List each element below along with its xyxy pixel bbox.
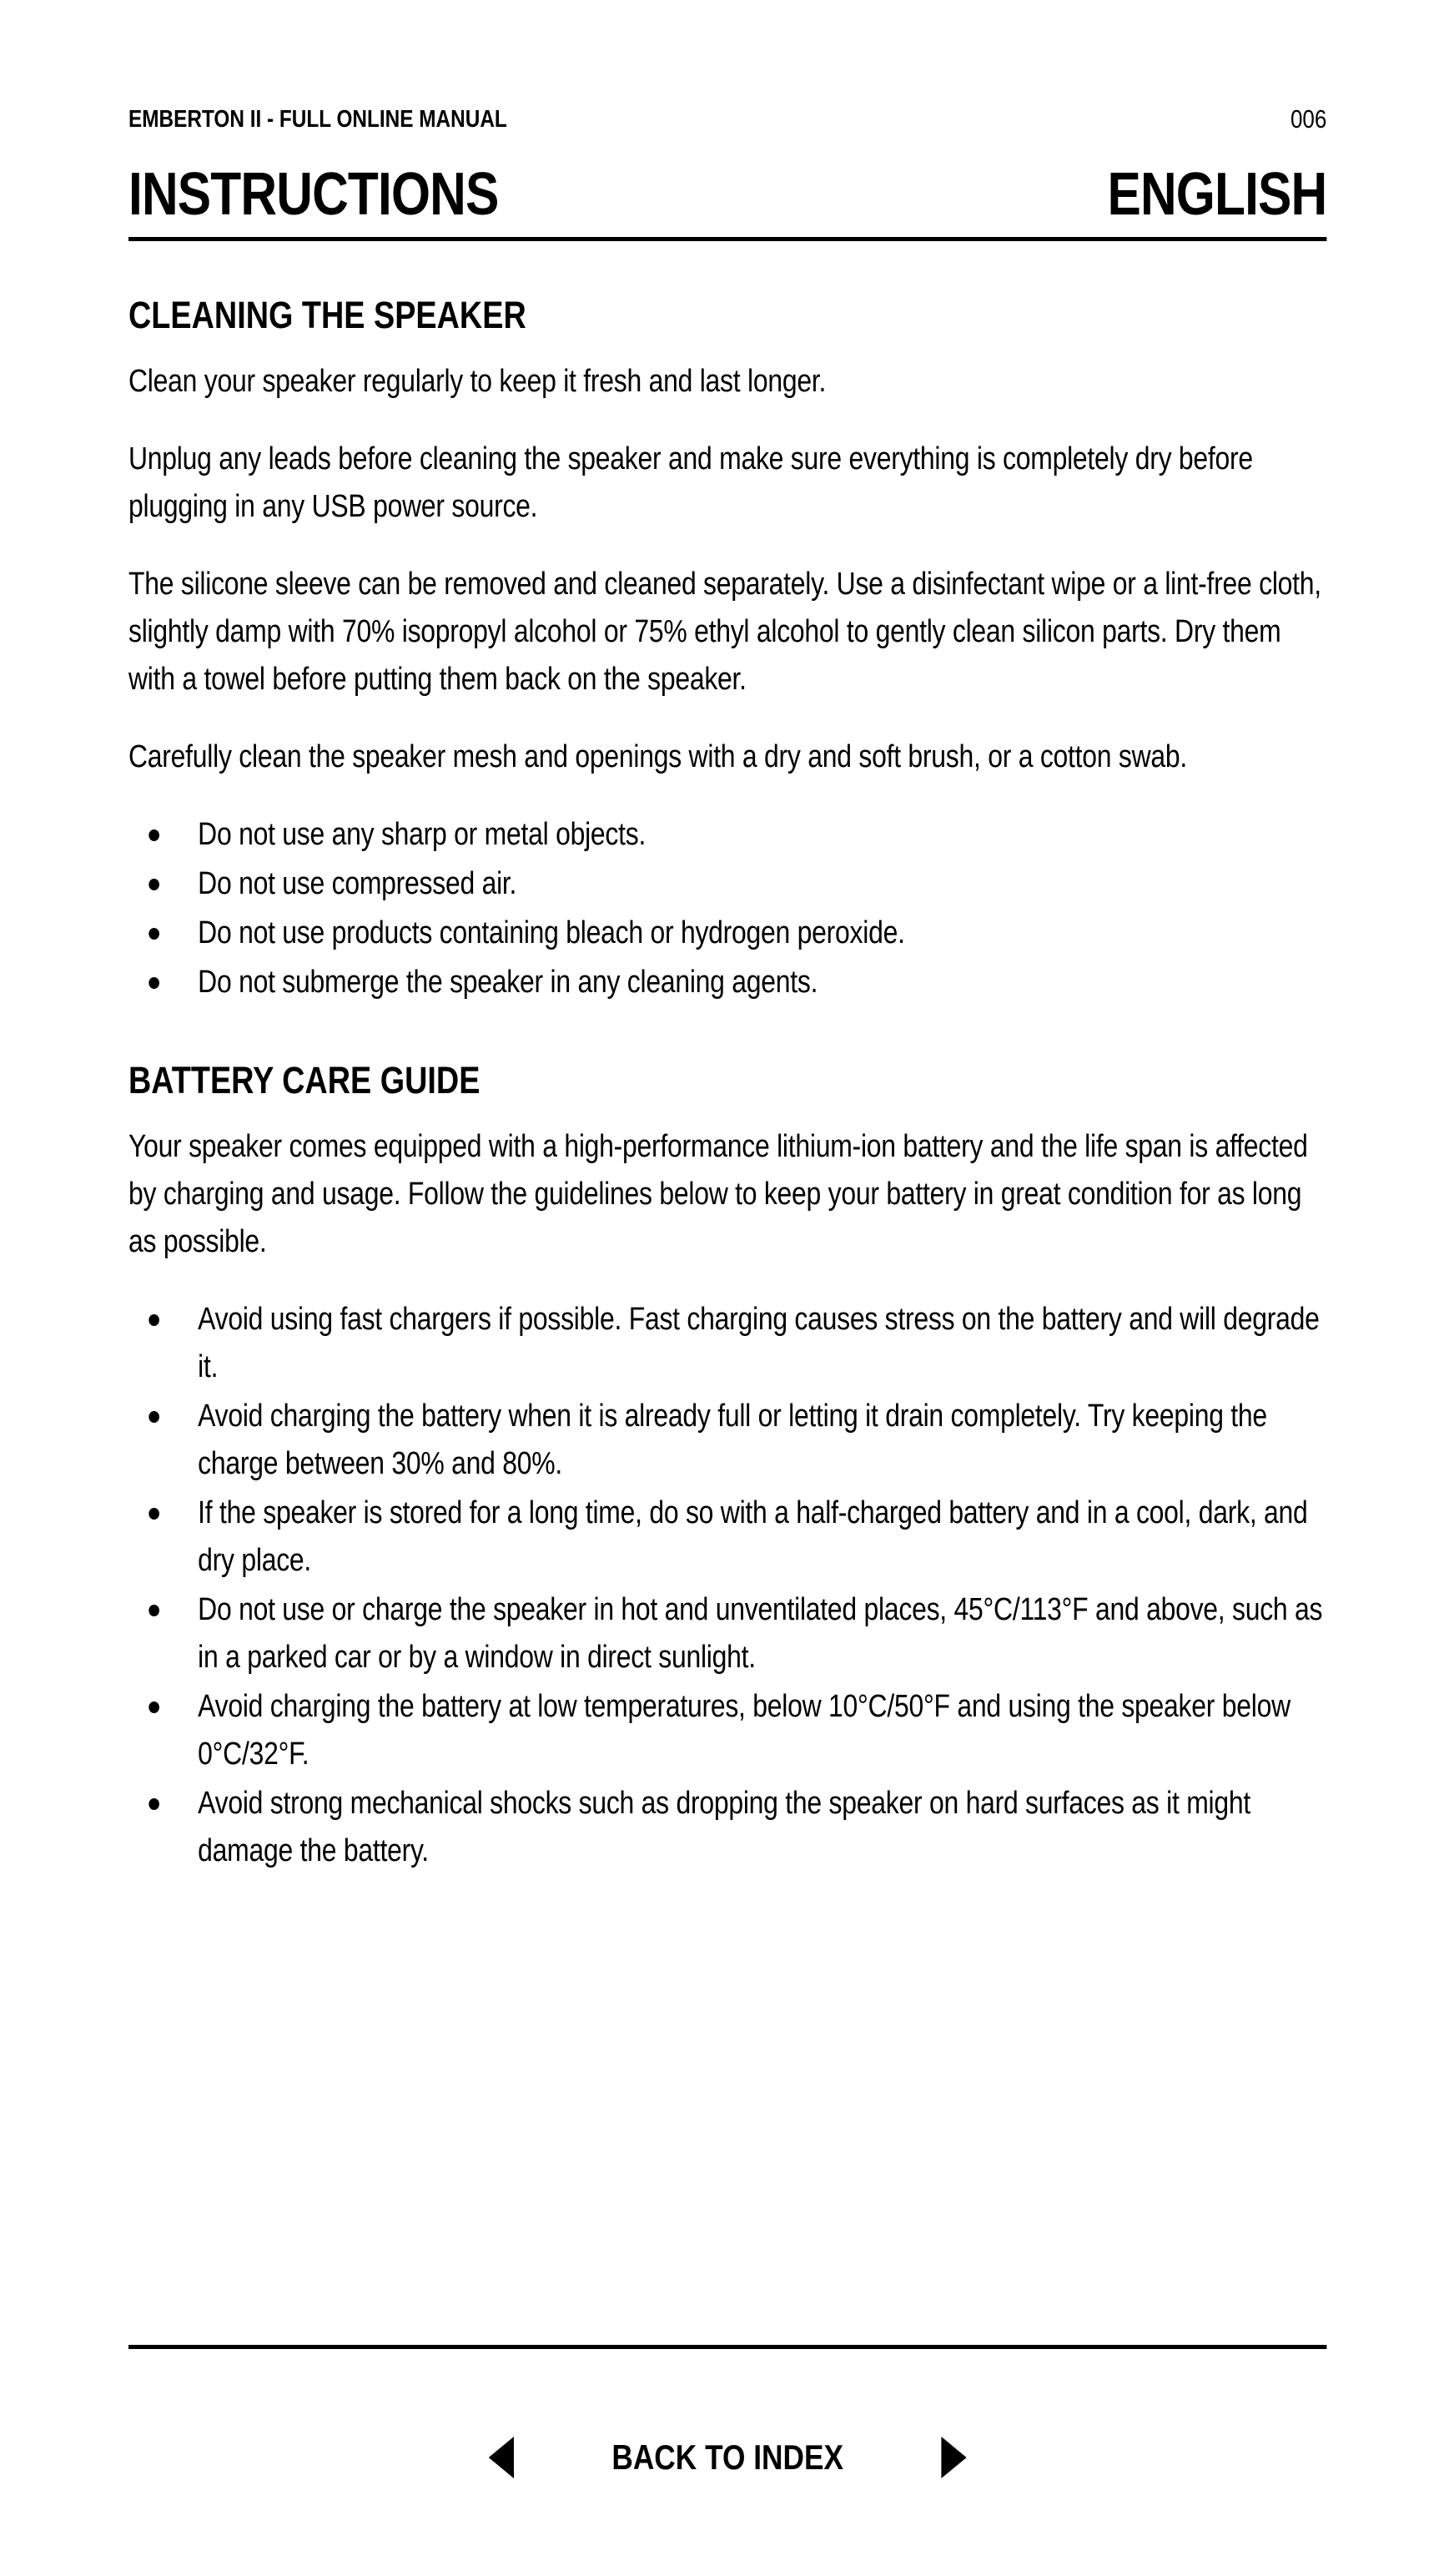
bullet-icon: [148, 1701, 159, 1713]
page-header: [128, 0, 1326, 135]
footer-divider: [128, 2345, 1326, 2349]
list-item-text: Avoid charging the battery when it is already full or letting it drain completely. Try keeping the charge between 30% and 80%.: [198, 1399, 1267, 1481]
bullet-icon: [148, 1798, 159, 1810]
previous-page-arrow-icon[interactable]: [489, 2437, 514, 2478]
back-to-index-link[interactable]: BACK TO INDEX: [611, 2437, 844, 2477]
main-column: [128, 0, 1326, 1877]
paragraph: Unplug any leads before cleaning the speaker and make sure everything is completely dry before plugging in any USB power source.: [128, 441, 1253, 524]
manual-title: EMBERTON II - FULL ONLINE MANUAL: [128, 106, 507, 133]
footer-nav: [128, 2424, 1326, 2491]
paragraph: The silicone sleeve can be removed and cleaned separately. Use a disinfectant wipe or a lint-free cloth, slightly damp with 70% isopropyl alcohol or 75% ethyl alcohol to gently clean silicon parts. Dry them with a towel before putting them back on the speaker.: [128, 567, 1321, 697]
cleaning-warnings-list: [128, 811, 1326, 1006]
bullet-icon: [148, 1411, 159, 1423]
list-item-text: Avoid using fast chargers if possible. Fast charging causes stress on the battery and will degrade it.: [198, 1302, 1320, 1384]
language-label: ENGLISH: [1107, 161, 1327, 228]
section-heading: BATTERY CARE GUIDE: [128, 1059, 480, 1101]
bullet-icon: [148, 879, 159, 890]
list-item: [128, 1490, 1326, 1585]
paragraph: Clean your speaker regularly to keep it fresh and last longer.: [128, 364, 827, 399]
list-item: [128, 811, 1326, 859]
page-number: 006: [1290, 104, 1327, 134]
page-title: INSTRUCTIONS: [128, 161, 499, 228]
bullet-icon: [148, 928, 159, 940]
list-item: [128, 959, 1326, 1006]
bullet-icon: [148, 829, 159, 841]
bullet-icon: [148, 1508, 159, 1520]
list-item: [128, 1296, 1326, 1391]
list-item-text: If the speaker is stored for a long time, do so with a half-charged battery and in a cool, dark, and dry place.: [198, 1495, 1308, 1578]
title-bar: [128, 162, 1326, 227]
list-item-text: Do not use products containing bleach or hydrogen peroxide.: [198, 915, 905, 950]
paragraph: Your speaker comes equipped with a high-performance lithium-ion battery and the life span is affected by charging and usage. Follow the guidelines below to keep your battery in great condition for as long as possible.: [128, 1129, 1308, 1259]
battery-guidelines-list: [128, 1296, 1326, 1875]
bullet-icon: [148, 977, 159, 989]
list-item: [128, 1586, 1326, 1681]
list-item: [128, 1780, 1326, 1875]
list-item: [128, 1683, 1326, 1778]
bullet-icon: [148, 1314, 159, 1326]
list-item-text: Avoid strong mechanical shocks such as dropping the speaker on hard surfaces as it might damage the battery.: [198, 1786, 1250, 1868]
header-divider: [128, 237, 1326, 241]
list-item: [128, 860, 1326, 908]
section-battery-care-guide: [128, 1060, 1326, 1875]
page-footer: [128, 2345, 1326, 2491]
bullet-icon: [148, 1605, 159, 1616]
list-item: [128, 910, 1326, 957]
section-cleaning-the-speaker: [128, 295, 1326, 1006]
list-item-text: Do not use any sharp or metal objects.: [198, 817, 647, 852]
section-heading: CLEANING THE SPEAKER: [128, 294, 526, 336]
list-item-text: Do not use compressed air.: [198, 866, 517, 901]
list-item-text: Avoid charging the battery at low temperatures, below 10°C/50°F and using the speaker below 0°C/32°F.: [198, 1689, 1291, 1772]
next-page-arrow-icon[interactable]: [942, 2437, 967, 2478]
list-item-text: Do not submerge the speaker in any cleaning agents.: [198, 965, 818, 1000]
paragraph: Carefully clean the speaker mesh and openings with a dry and soft brush, or a cotton swab.: [128, 739, 1188, 774]
list-item-text: Do not use or charge the speaker in hot and unventilated places, 45°C/113°F and above, such as in a parked car or by a window in direct sunlight.: [198, 1592, 1323, 1675]
list-item: [128, 1393, 1326, 1488]
